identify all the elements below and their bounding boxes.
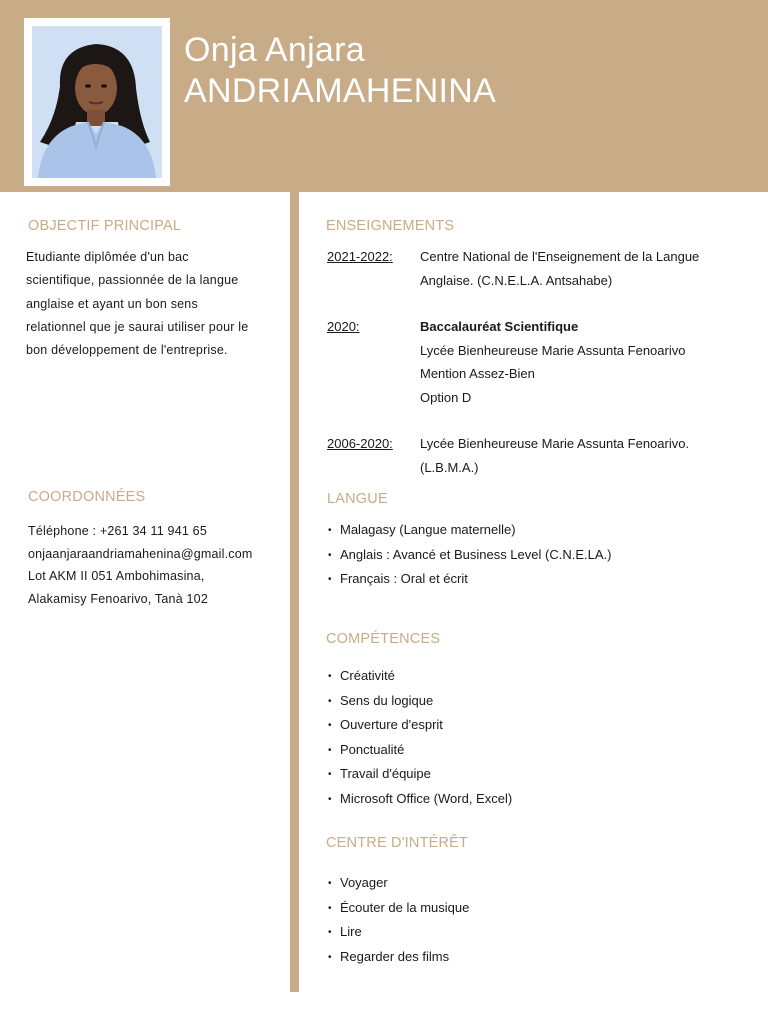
column-divider (290, 192, 299, 992)
objective-line: anglaise et ayant un bon sens (26, 296, 198, 311)
skills-list (328, 664, 512, 811)
education-year: 2006-2020: (327, 436, 393, 451)
interests-list (328, 871, 469, 969)
education-details (420, 315, 750, 409)
objective-line: scientifique, passionnée de la langue (26, 273, 239, 288)
skill-item: • Microsoft Office (Word, Excel) (328, 787, 512, 812)
education-school-abbr: (L.B.M.A.) (420, 459, 479, 475)
language-item: • Anglais : Avancé et Business Level (C.N.E.LA.) (328, 543, 611, 568)
skill-item: • Ouverture d'esprit (328, 713, 512, 738)
contact-email[interactable]: onjaanjaraandriamahenina@gmail.com (28, 546, 253, 561)
objective-text (26, 246, 248, 362)
education-year: 2020: (327, 319, 360, 334)
profile-photo-illustration (32, 26, 162, 178)
contact-block (28, 520, 252, 610)
skills-title: COMPÉTENCES (326, 631, 441, 647)
contact-address-line1: Lot AKM II 051 Ambohimasina, (28, 569, 205, 583)
education-year: 2021-2022: (327, 249, 393, 264)
profile-photo-frame (24, 18, 170, 186)
education-degree: Baccalauréat Scientifique (420, 319, 579, 334)
education-school: Lycée Bienheureuse Marie Assunta Fenoarivo. (420, 436, 690, 451)
interest-item: • Regarder des films (328, 945, 469, 970)
contact-address-line2: Alakamisy Fenoarivo, Tanà 102 (28, 591, 208, 606)
education-school: Lycée Bienheureuse Marie Assunta Fenoarivo (420, 342, 686, 358)
skill-item: • Créativité (328, 664, 512, 689)
skill-item: • Sens du logique (328, 689, 512, 714)
first-name: Onja Anjara (184, 31, 365, 69)
language-item: • Français : Oral et écrit (328, 567, 611, 592)
education-school-cont: Anglaise. (C.N.E.L.A. Antsahabe) (420, 272, 613, 288)
education-details (420, 432, 750, 479)
education-title: ENSEIGNEMENTS (326, 218, 455, 234)
languages-title: LANGUE (327, 491, 388, 507)
education-mention: Mention Assez-Bien (420, 366, 535, 381)
education-details (420, 245, 750, 292)
last-name: ANDRIAMAHENINA (184, 72, 497, 110)
header-banner (0, 0, 768, 192)
interests-title: CENTRE D'INTÉRÊT (326, 835, 469, 851)
interest-item: • Voyager (328, 871, 469, 896)
objective-line: relationnel que je saurai utiliser pour le (26, 319, 249, 334)
contact-title: COORDONNÉES (28, 489, 146, 505)
education-option: Option D (420, 389, 472, 405)
objective-line: Etudiante diplômée d'un bac (26, 250, 189, 264)
languages-list (328, 518, 611, 592)
objective-title: OBJECTIF PRINCIPAL (28, 218, 182, 234)
language-item: • Malagasy (Langue maternelle) (328, 518, 611, 543)
skill-item: • Ponctualité (328, 738, 512, 763)
skill-item: • Travail d'équipe (328, 762, 512, 787)
contact-phone: Téléphone : +261 34 11 941 65 (28, 524, 207, 538)
profile-photo (32, 26, 162, 178)
objective-line: bon développement de l'entreprise. (26, 343, 228, 358)
interest-item: • Écouter de la musique (328, 896, 469, 921)
interest-item: • Lire (328, 920, 469, 945)
candidate-name (184, 30, 496, 112)
education-school: Centre National de l'Enseignement de la Langue (420, 249, 700, 264)
